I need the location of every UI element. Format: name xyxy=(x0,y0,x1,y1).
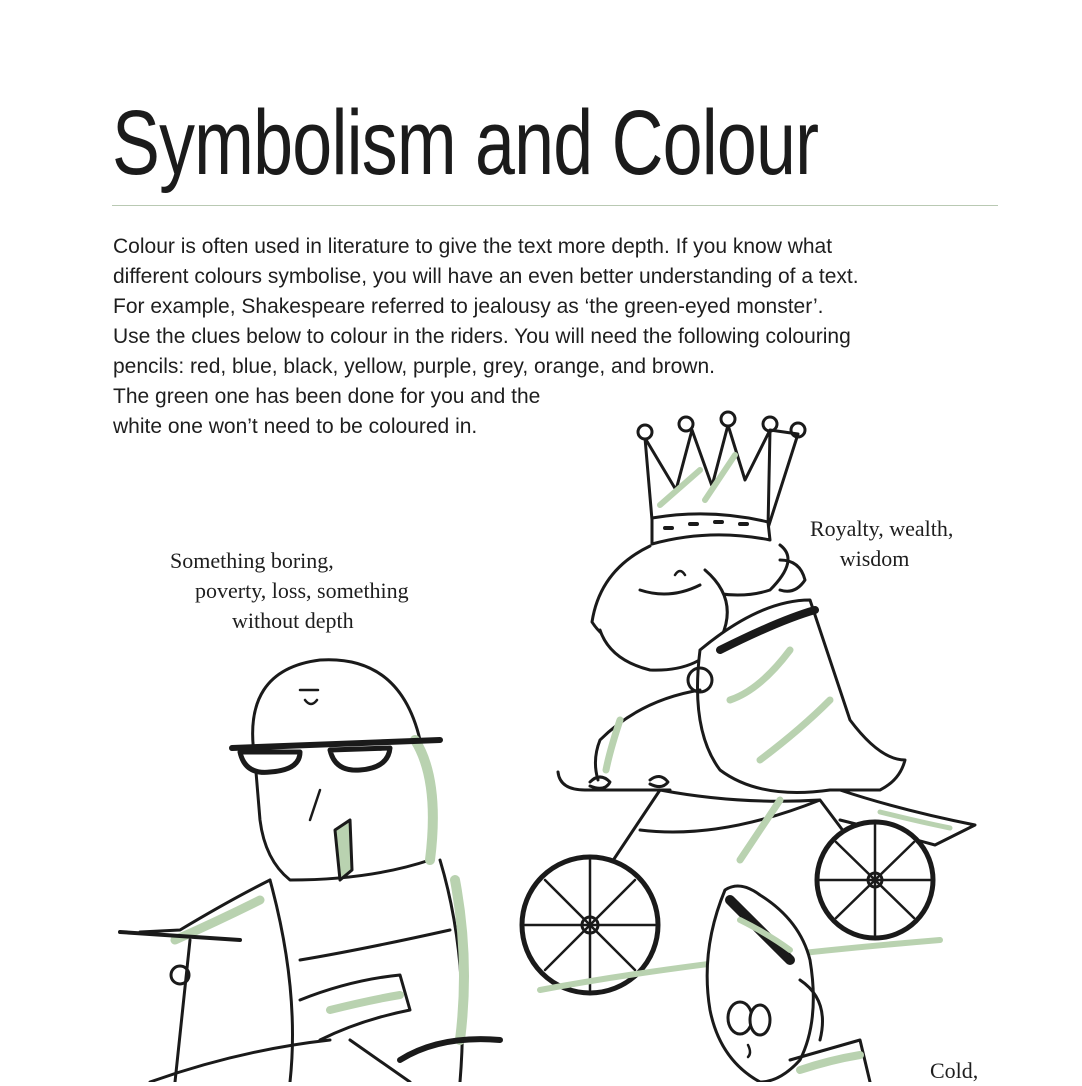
crown-icon xyxy=(638,412,805,544)
clue-line: Something boring, xyxy=(170,548,334,573)
page-title: Symbolism and Colour xyxy=(112,92,819,194)
intro-line: white one won’t need to be coloured in. xyxy=(113,415,478,438)
clue-line: Royalty, wealth, xyxy=(810,516,954,541)
intro-line: For example, Shakespeare referred to jealousy as ‘the green-eyed monster’. xyxy=(113,295,824,318)
purple-rider-clue xyxy=(810,514,953,574)
king-rear-wheel xyxy=(817,822,933,938)
intro-line: Colour is often used in literature to give the text more depth. If you know what xyxy=(113,235,833,258)
clue-line: wisdom xyxy=(839,546,910,571)
grey-rider xyxy=(120,660,500,1082)
intro-line: The green one has been done for you and the xyxy=(113,385,541,408)
intro-line: pencils: red, blue, black, yellow, purple, grey, orange, and brown. xyxy=(113,355,715,378)
grey-rider-clue xyxy=(170,546,409,636)
clue-line: without depth xyxy=(232,608,354,633)
intro-line: different colours symbolise, you will have an even better understanding of a text. xyxy=(113,265,859,288)
clue-line: poverty, loss, something xyxy=(195,578,409,603)
clue-line: Cold, xyxy=(930,1058,979,1083)
intro-line: Use the clues below to colour in the riders. You will need the following colouring xyxy=(113,325,851,348)
